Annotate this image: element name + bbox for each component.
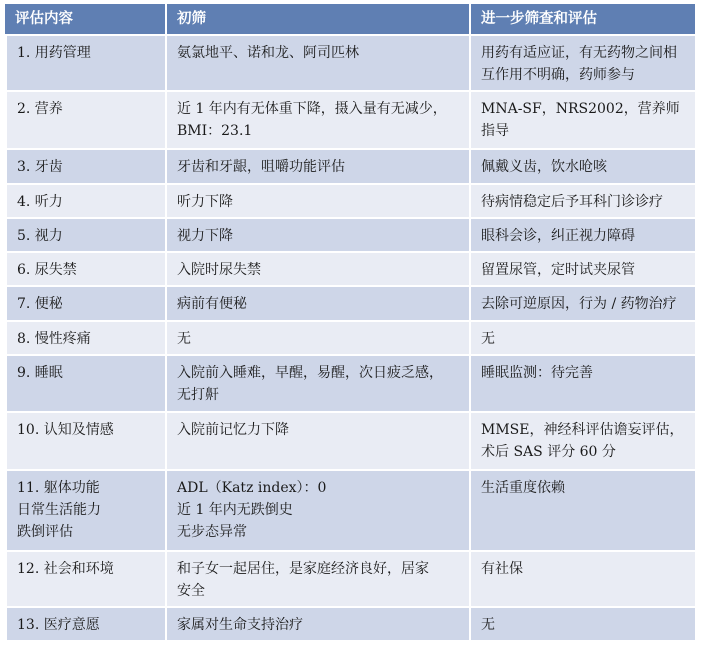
- header-assessment-content: 评估内容: [5, 4, 165, 34]
- row-11-further: 生活重度依赖: [469, 471, 695, 550]
- row-13-item: 13. 医疗意愿: [5, 608, 165, 640]
- row-2-screen: 近 1 年内有无体重下降，摄入量有无减少， BMI：23.1: [165, 92, 469, 148]
- row-10-item: 10. 认知及情感: [5, 413, 165, 469]
- row-8-item: 8. 慢性疼痛: [5, 322, 165, 354]
- row-9-item: 9. 睡眠: [5, 356, 165, 411]
- row-3-further: 佩戴义齿，饮水呛咳: [469, 150, 695, 183]
- row-7-item: 7. 便秘: [5, 287, 165, 320]
- row-3-item: 3. 牙齿: [5, 150, 165, 183]
- row-8-further: 无: [469, 322, 695, 354]
- row-5-item: 5. 视力: [5, 219, 165, 251]
- row-10-screen: 入院前记忆力下降: [165, 413, 469, 469]
- row-12-screen: 和子女一起居住，是家庭经济良好，居家 安全: [165, 552, 469, 606]
- row-10-further: MMSE，神经科评估谵妄评估， 术后 SAS 评分 60 分: [469, 413, 695, 469]
- row-3-screen: 牙齿和牙龈，咀嚼功能评估: [165, 150, 469, 183]
- row-1-item: 1. 用药管理: [5, 36, 165, 90]
- row-6-screen: 入院时尿失禁: [165, 253, 469, 285]
- row-4-screen: 听力下降: [165, 185, 469, 217]
- row-6-further: 留置尿管，定时试夹尿管: [469, 253, 695, 285]
- row-11-item: 11. 躯体功能 日常生活能力 跌倒评估: [5, 471, 165, 550]
- row-2-further: MNA-SF，NRS2002，营养师指导: [469, 92, 695, 148]
- row-4-further: 待病情稳定后予耳科门诊诊疗: [469, 185, 695, 217]
- assessment-table: [5, 4, 695, 640]
- header-further-screening: 进一步筛查和评估: [469, 4, 695, 34]
- row-13-further: 无: [469, 608, 695, 640]
- row-9-screen: 入院前入睡难，早醒，易醒，次日疲乏感， 无打鼾: [165, 356, 469, 411]
- row-7-screen: 病前有便秘: [165, 287, 469, 320]
- row-8-screen: 无: [165, 322, 469, 354]
- row-9-further: 睡眠监测：待完善: [469, 356, 695, 411]
- row-2-item: 2. 营养: [5, 92, 165, 148]
- header-initial-screening: 初筛: [165, 4, 469, 34]
- row-4-item: 4. 听力: [5, 185, 165, 217]
- row-6-item: 6. 尿失禁: [5, 253, 165, 285]
- row-5-further: 眼科会诊，纠正视力障碍: [469, 219, 695, 251]
- row-1-further: 用药有适应证，有无药物之间相 互作用不明确，药师参与: [469, 36, 695, 90]
- row-7-further: 去除可逆原因，行为 / 药物治疗: [469, 287, 695, 320]
- row-11-screen: ADL（Katz index）：0 近 1 年内无跌倒史 无步态异常: [165, 471, 469, 550]
- row-12-item: 12. 社会和环境: [5, 552, 165, 606]
- row-5-screen: 视力下降: [165, 219, 469, 251]
- row-12-further: 有社保: [469, 552, 695, 606]
- row-1-screen: 氨氯地平、诺和龙、阿司匹林: [165, 36, 469, 90]
- row-13-screen: 家属对生命支持治疗: [165, 608, 469, 640]
